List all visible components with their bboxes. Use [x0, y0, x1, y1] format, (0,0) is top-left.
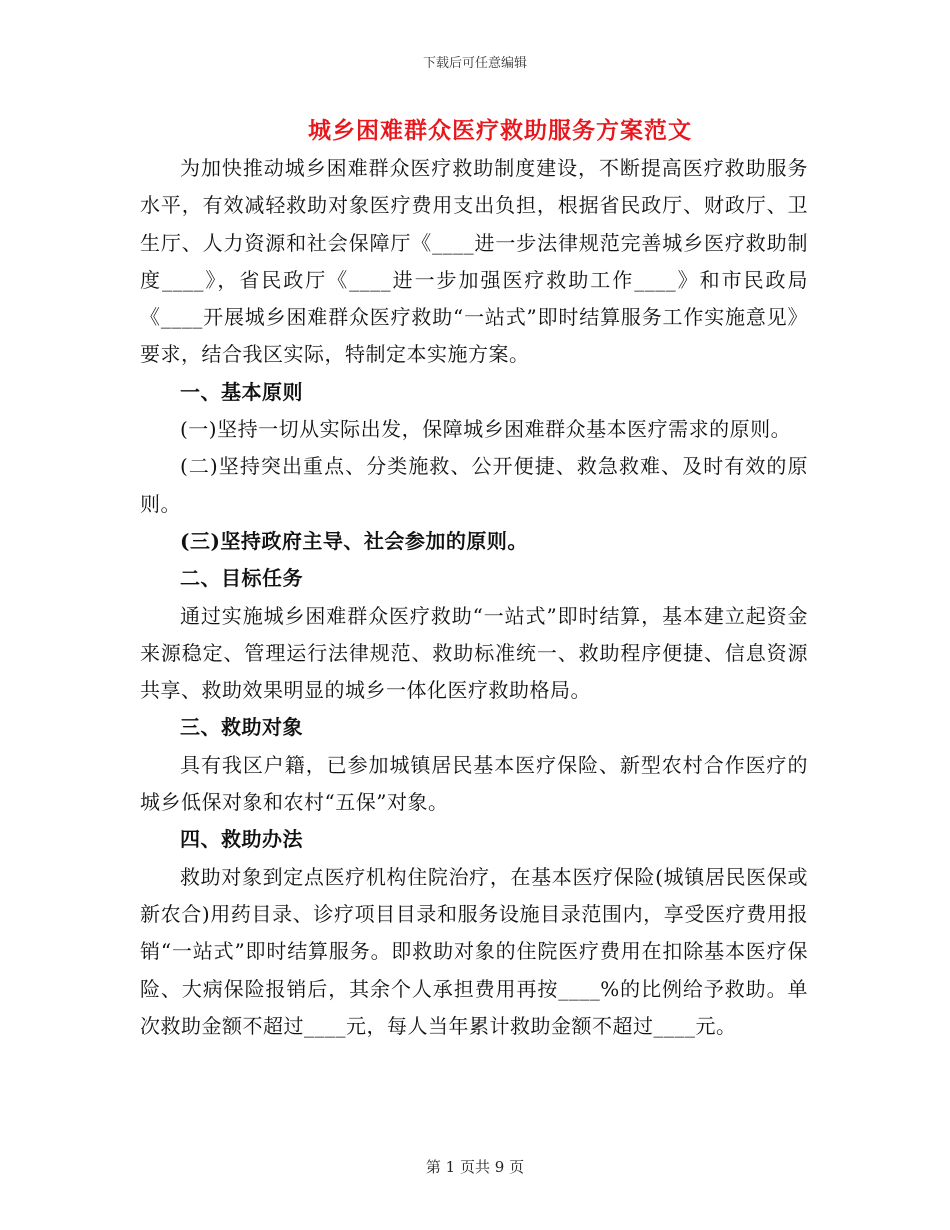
principle-item-3: (三)坚持政府主导、社会参加的原则。: [180, 528, 528, 553]
methods-paragraph: 救助对象到定点医疗机构住院治疗，在基本医疗保险(城镇居民医保或新农合)用药目录、诊疗项目目录和服务设施目录范围内，享受医疗费用报销“一站式”即时结算服务。即救助对象的住院医疗费用在扣除基本医疗保险、大病保险报销后，其余个人承担费用再按____%的比例给予救助。单次救助金额不超过____元，每人当年累计救助金额不超过____元。: [140, 864, 808, 1038]
section-heading-targets: 三、救助对象: [180, 715, 303, 740]
section-heading-goals: 二、目标任务: [180, 566, 303, 591]
principle-item-2: (二)坚持突出重点、分类施救、公开便捷、救急救难、及时有效的原则。: [140, 454, 808, 516]
intro-paragraph: 为加快推动城乡困难群众医疗救助制度建设，不断提高医疗救助服务水平，有效减轻救助对象医疗费用支出负担，根据省民政厅、财政厅、卫生厅、人力资源和社会保障厅《____进一步法律规范完善城乡医疗救助制度____》，省民政厅《____进一步加强医疗救助工作____》和市民政局《____开展城乡困难群众医疗救助“一站式”即时结算服务工作实施意见》要求，结合我区实际，特制定本实施方案。: [140, 156, 808, 367]
principle-item-1: (一)坚持一切从实际出发，保障城乡困难群众基本医疗需求的原则。: [180, 417, 792, 442]
document-body: [140, 150, 808, 1045]
document-title: 城乡困难群众医疗救助服务方案范文: [308, 117, 692, 144]
section-heading-principles: 一、基本原则: [180, 379, 303, 404]
targets-paragraph: 具有我区户籍，已参加城镇居民基本医疗保险、新型农村合作医疗的城乡低保对象和农村“五保”对象。: [140, 752, 808, 815]
goals-paragraph: 通过实施城乡困难群众医疗救助“一站式”即时结算，基本建立起资金来源稳定、管理运行法律规范、救助标准统一、救助程序便捷、信息资源共享、救助效果明显的城乡一体化医疗救助格局。: [140, 603, 808, 703]
section-heading-methods: 四、救助办法: [180, 827, 303, 852]
header-note: 下载后可任意编辑: [422, 56, 527, 71]
page-number: 第 1 页共 9 页: [425, 1158, 525, 1176]
